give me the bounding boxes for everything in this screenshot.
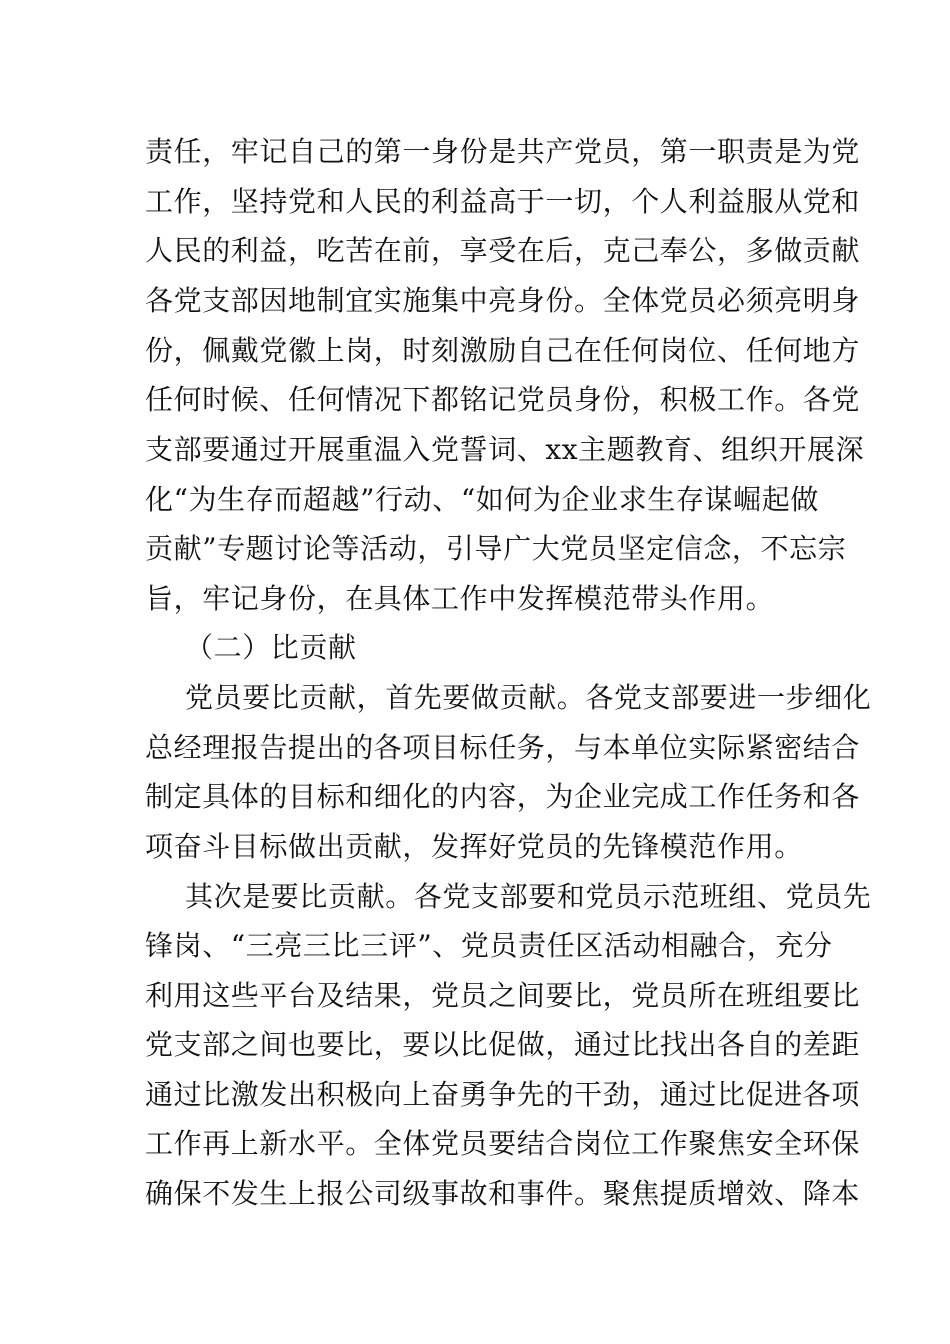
- text-line: 制定具体的目标和细化的内容，为企业完成工作任务和各: [145, 780, 861, 813]
- paragraph-first-line: 其次是要比贡献。各党支部要和党员示范班组、党员先: [185, 880, 872, 913]
- text-line: 贡献”专题讨论等活动，引导广大党员坚定信念，不忘宗: [145, 532, 847, 565]
- text-line: 支部要通过开展重温入党誓词、xx主题教育、组织开展深: [145, 433, 865, 466]
- text-line: 责任，牢记自己的第一身份是共产党员，第一职责是为党: [145, 135, 861, 168]
- text-line: 份，佩戴党徽上岗，时刻激励自己在任何岗位、任何地方: [145, 334, 861, 367]
- text-line: 化“为生存而超越”行动、“如何为企业求生存谋崛起做: [145, 483, 819, 516]
- text-line: 总经理报告提出的各项目标任务，与本单位实际紧密结合: [145, 731, 861, 764]
- section-heading: （二）比贡献: [185, 631, 357, 664]
- text-line: 确保不发生上报公司级事故和事件。聚焦提质增效、降本: [145, 1177, 861, 1210]
- text-line: 利用这些平台及结果，党员之间要比，党员所在班组要比: [145, 979, 861, 1012]
- text-line: 锋岗、“三亮三比三评”、党员责任区活动相融合，充分: [145, 929, 833, 962]
- paragraph-first-line: 党员要比贡献，首先要做贡献。各党支部要进一步细化: [185, 681, 872, 714]
- text-line: 党支部之间也要比，要以比促做，通过比找出各自的差距: [145, 1028, 861, 1061]
- text-line: 工作再上新水平。全体党员要结合岗位工作聚焦安全环保: [145, 1127, 861, 1160]
- text-line: 人民的利益，吃苦在前，享受在后，克己奉公，多做贡献: [145, 234, 861, 267]
- text-line: 工作，坚持党和人民的利益高于一切，个人利益服从党和: [145, 185, 861, 218]
- text-line: 项奋斗目标做出贡献，发挥好党员的先锋模范作用。: [145, 830, 803, 863]
- text-line: 各党支部因地制宜实施集中亮身份。全体党员必须亮明身: [145, 284, 861, 317]
- text-line: 旨，牢记身份，在具体工作中发挥模范带头作用。: [145, 582, 775, 615]
- text-line: 通过比激发出积极向上奋勇争先的干劲，通过比促进各项: [145, 1078, 861, 1111]
- text-line: 任何时候、任何情况下都铭记党员身份，积极工作。各党: [145, 383, 861, 416]
